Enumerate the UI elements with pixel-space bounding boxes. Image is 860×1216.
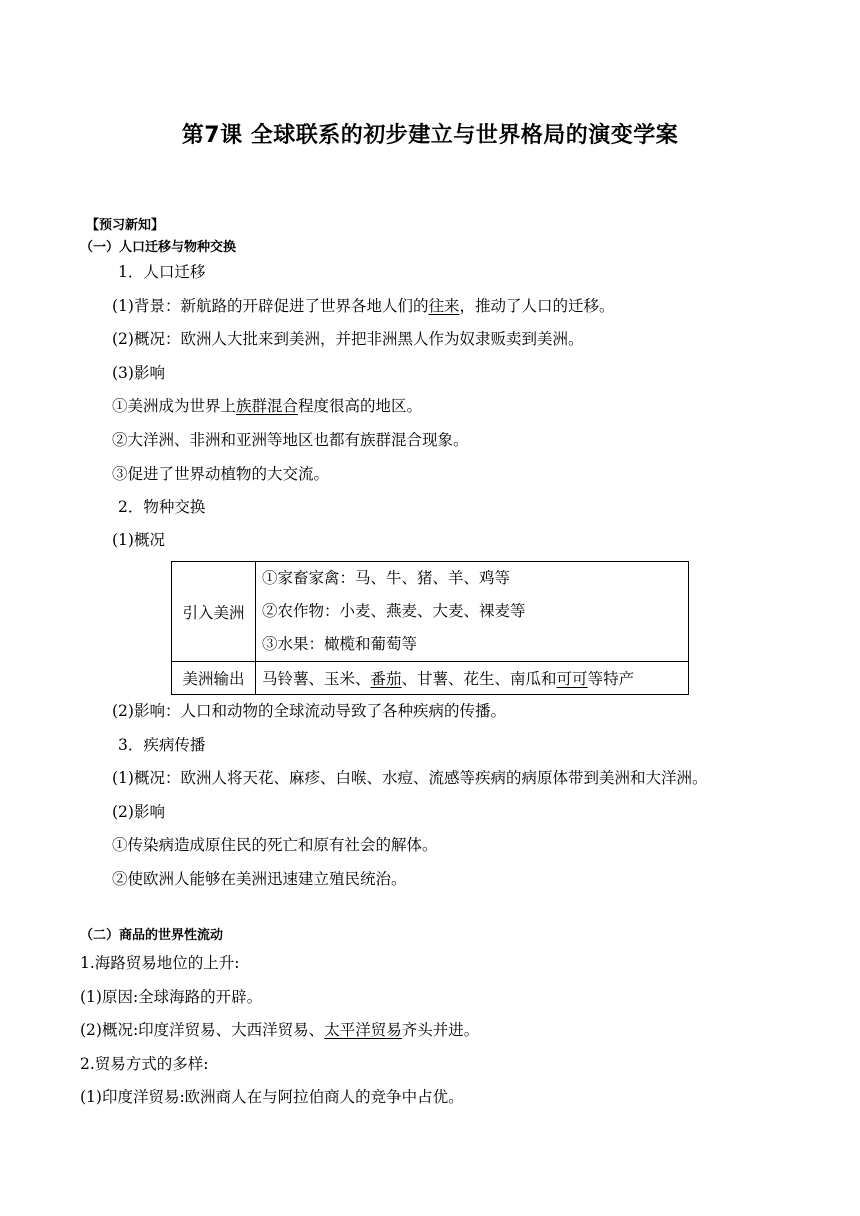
section2-heading: （二）商品的世界性流动 [80, 928, 224, 943]
trade-overview: (2)概况:印度洋贸易、大西洋贸易、太平洋贸易齐头并进。 [80, 1021, 480, 1039]
page-title: 第7课 全球联系的初步建立与世界格局的演变学案 [181, 123, 679, 148]
table-cell: 马铃薯、玉米、番茄、甘薯、花生、南瓜和可可等特产 [256, 662, 689, 695]
species-overview: (1)概况 [112, 531, 165, 549]
species-exchange-table [171, 561, 689, 695]
impact-heading: (3)影响 [112, 364, 165, 382]
species-heading: 2．物种交换 [118, 498, 206, 516]
disease-impact-2: ②使欧洲人能够在美洲迅速建立殖民统治。 [112, 870, 407, 888]
underlined-term: 往来 [428, 297, 460, 315]
migration-heading: 1．人口迁移 [118, 263, 206, 281]
underlined-term: 可可 [556, 670, 588, 688]
disease-impact-1: ①传染病造成原住民的死亡和原有社会的解体。 [112, 836, 438, 854]
migration-overview: (2)概况：欧洲人大批来到美洲，并把非洲黑人作为奴隶贩卖到美洲。 [112, 330, 584, 348]
underlined-term: 族群混合 [236, 397, 299, 415]
table-row-header: 引入美洲 [172, 562, 256, 662]
list-item: ③水果：橄榄和葡萄等 [262, 635, 418, 653]
list-item: ①家畜家禽：马、牛、猪、羊、鸡等 [262, 569, 511, 587]
underlined-term: 番茄 [370, 670, 402, 688]
impact-item-2: ②大洋洲、非洲和亚洲等地区也都有族群混合现象。 [112, 431, 469, 449]
disease-overview: (1)概况：欧洲人将天花、麻疹、白喉、水痘、流感等疾病的病原体带到美洲和大洋洲。 [112, 769, 708, 787]
table-row-header: 美洲输出 [172, 662, 256, 695]
trade-heading: 1.海路贸易地位的上升: [80, 954, 240, 972]
trade-reason: (1)原因:全球海路的开辟。 [80, 988, 263, 1006]
migration-background: (1)背景：新航路的开辟促进了世界各地人们的往来，推动了人口的迁移。 [112, 297, 615, 315]
list-item: ②农作物：小麦、燕麦、大麦、裸麦等 [262, 602, 526, 620]
impact-item-1: ①美洲成为世界上族群混合程度很高的地区。 [112, 397, 423, 415]
section1-heading: （一）人口迁移与物种交换 [80, 240, 237, 255]
preview-heading: 【预习新知】 [86, 218, 165, 233]
disease-impact-heading: (2)影响 [112, 803, 165, 821]
indian-ocean-trade: (1)印度洋贸易:欧洲商人在与阿拉伯商人的竞争中占优。 [80, 1088, 464, 1106]
trade-methods-heading: 2.贸易方式的多样: [80, 1055, 209, 1073]
table-cell [256, 562, 689, 662]
impact-item-3: ③促进了世界动植物的大交流。 [112, 465, 330, 483]
species-impact: (2)影响：人口和动物的全球流动导致了各种疾病的传播。 [112, 702, 506, 720]
underlined-term: 太平洋贸易 [324, 1021, 402, 1039]
disease-heading: 3．疾病传播 [118, 736, 206, 754]
